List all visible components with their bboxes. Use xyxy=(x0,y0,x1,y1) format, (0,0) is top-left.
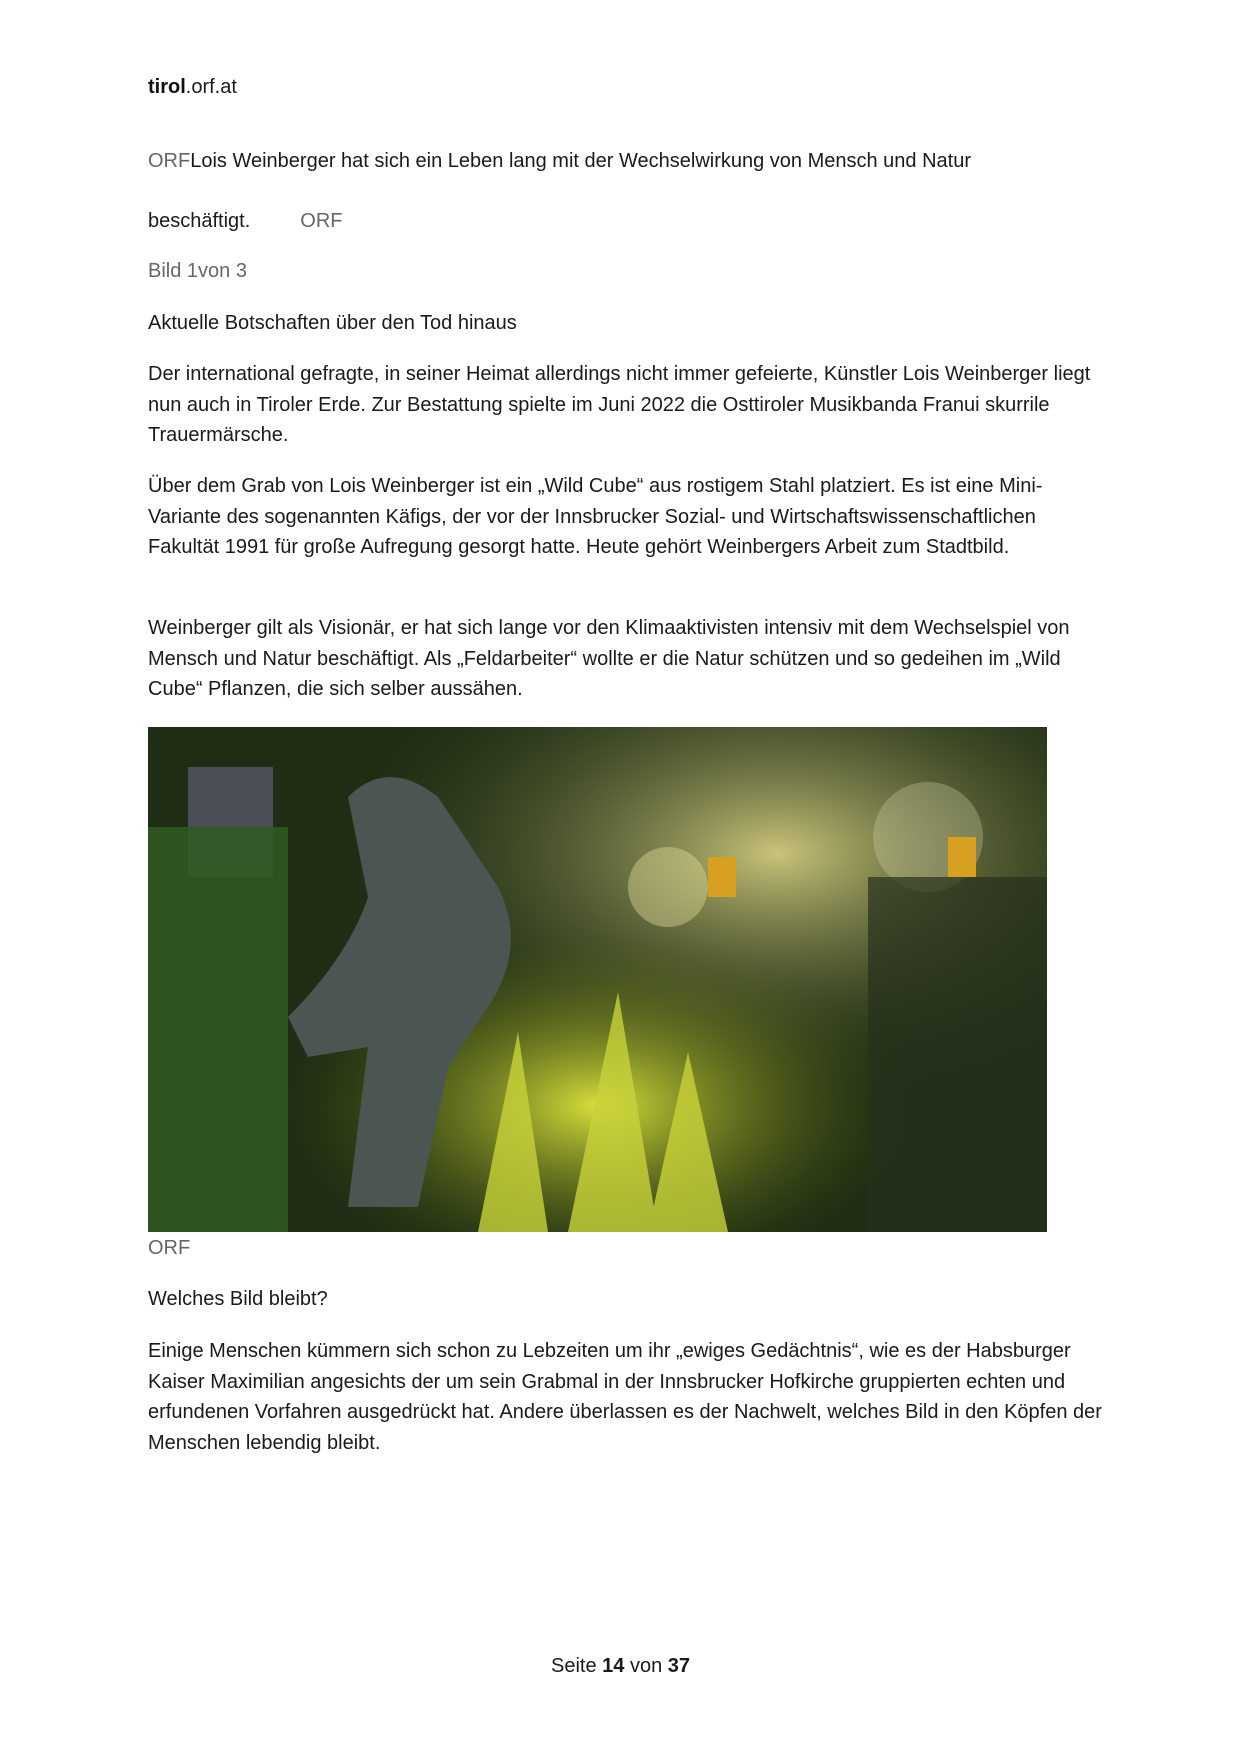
site-header xyxy=(148,72,237,103)
caption-credit-2: ORF xyxy=(300,210,343,232)
paragraph: Über dem Grab von Lois Weinberger ist ein „Wild Cube“ aus rostigem Stahl platziert. Es ist eine Mini-Variante des sogenannten Käfigs, der vor der Innsbrucker Sozial- und Wirtschaftswissenschaftlichen Fakultät 1991 für große Aufregung gesorgt hatte. Heute gehört Weinbergers Arbeit zum Stadtbild. xyxy=(148,475,1043,558)
paragraph: Weinberger gilt als Visionär, er hat sich lange vor den Klimaaktivisten intensiv mit dem Wechselspiel von Mensch und Natur beschäftigt. Als „Feldarbeiter“ wollte er die Natur schützen und so gedeihen im „Wild Cube“ Pflanzen, die sich selber aussähen. xyxy=(148,617,1070,700)
footer-prefix: Seite xyxy=(550,1655,597,1677)
caption-text-cont: beschäftigt. xyxy=(148,210,251,232)
article-photo xyxy=(148,727,1047,1232)
caption-text: Lois Weinberger hat sich ein Leben lang mit der Wechselwirkung von Mensch und Natur xyxy=(190,150,972,172)
gallery-counter: Bild 1von 3 xyxy=(148,260,247,282)
site-name-bold: tirol xyxy=(148,76,186,98)
paragraph: Der international gefragte, in seiner Heimat allerdings nicht immer gefeierte, Künstler Lois Weinberger liegt nun auch in Tiroler Erde. Zur Bestattung spielte im Juni 2022 die Osttiroler Musikbanda Franui skurrile Trauermärsche. xyxy=(148,363,1091,446)
page-footer xyxy=(0,1655,1241,1678)
footer-middle: von xyxy=(629,1655,663,1677)
gallery-caption xyxy=(148,146,971,177)
gallery-caption-line2 xyxy=(148,206,343,237)
site-domain: .orf.at xyxy=(185,76,237,98)
paragraph: Einige Menschen kümmern sich schon zu Lebzeiten um ihr „ewiges Gedächtnis“, wie es der Habsburger Kaiser Maximilian angesichts der um sein Grabmal in der Innsbrucker Hofkirche gruppierten echten und erfundenen Vorfahren ausgedrückt hat. Andere überlassen es der Nachwelt, welches Bild in den Köpfen der Menschen lebendig bleibt. xyxy=(148,1340,1102,1454)
caption-credit: ORF xyxy=(148,150,191,172)
photo-graveyard-sculpture xyxy=(148,727,1047,1232)
image-credit: ORF xyxy=(148,1237,191,1259)
current-page: 14 xyxy=(602,1655,625,1677)
section-heading: Aktuelle Botschaften über den Tod hinaus xyxy=(148,312,517,334)
total-pages: 37 xyxy=(667,1655,691,1677)
section-heading: Welches Bild bleibt? xyxy=(148,1288,328,1310)
